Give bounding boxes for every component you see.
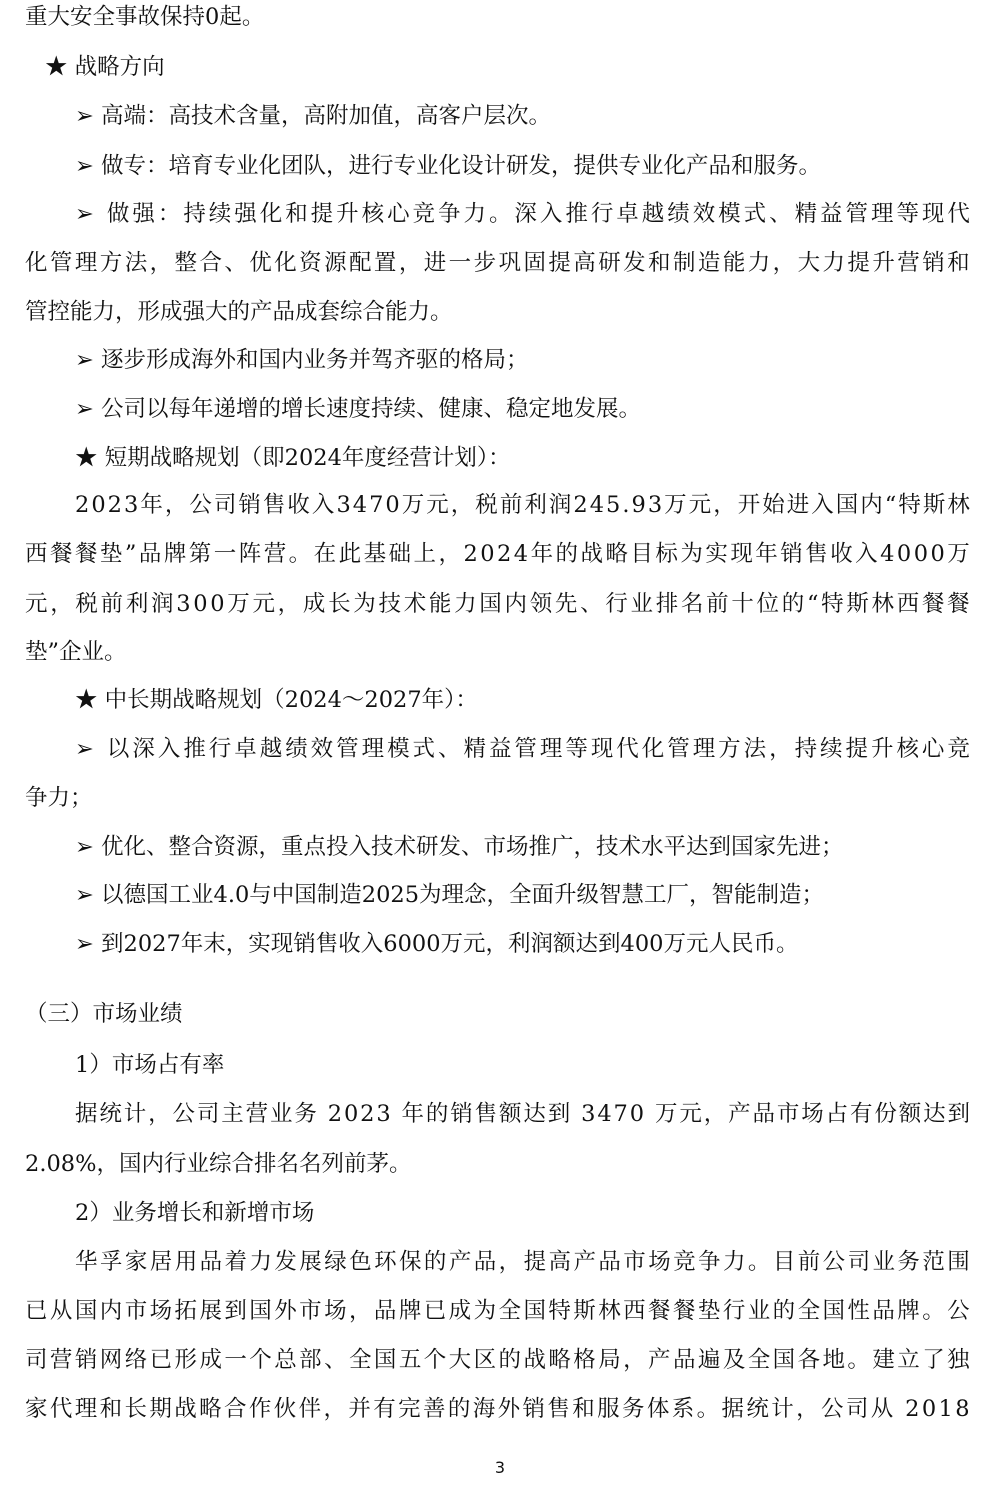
paragraph-line: 垫”企业。 bbox=[25, 639, 127, 665]
section-heading: （三）市场业绩 bbox=[25, 1001, 183, 1027]
paragraph-line: 华 孚 家 居 用 品 着 力 发 展 绿 色 环 保 的 产 品 ， 提 高 产 品 市 场 竞 争 力 。 目 前 公 司 业 务 范 围 bbox=[75, 1249, 970, 1275]
paragraph-line: 司 营 销 网 络 已 形 成 一 个 总 部 、 全 国 五 个 大 区 的 战 略 格 局 ， 产 品 遍 及 全 国 各 地 。 建 立 了 独 bbox=[25, 1347, 970, 1373]
paragraph-line: ➢ 逐步形成海外和国内业务并驾齐驱的格局； bbox=[75, 347, 529, 373]
paragraph-line: 家 代 理 和 长 期 战 略 合 作 伙 伴 ， 并 有 完 善 的 海 外 销 售 和 服 务 体 系 。 据 统 计 ， 公 司 从 2 0 1 8 bbox=[25, 1396, 970, 1422]
paragraph-line: ➢ 到2027年末，实现销售收入6000万元，利润额达到400万元人民币。 bbox=[75, 931, 799, 957]
paragraph-line: ➢ 公司以每年递增的增长速度持续、健康、稳定地发展。 bbox=[75, 396, 642, 422]
subheading: 2）业务增长和新增市场 bbox=[75, 1200, 315, 1226]
paragraph-line: 元 ， 税 前 利 润 3 0 0 万 元 ， 成 长 为 技 术 能 力 国 内 领 先 、 行 业 排 名 前 十 位 的 “ 特 斯 林 西 餐 餐 bbox=[25, 591, 970, 617]
heading-line: ★ 战略方向 bbox=[45, 54, 165, 80]
paragraph-line: ➢ 以德国工业4.0与中国制造2025为理念，全面升级智慧工厂，智能制造； bbox=[75, 882, 825, 908]
paragraph-line: 争力； bbox=[25, 785, 93, 811]
paragraph-line: 已 从 国 内 市 场 拓 展 到 国 外 市 场 ， 品 牌 已 成 为 全 国 特 斯 林 西 餐 餐 垫 行 业 的 全 国 性 品 牌 。 公 bbox=[25, 1298, 970, 1324]
paragraph-line: ➢ 优化、整合资源，重点投入技术研发、市场推广，技术水平达到国家先进； bbox=[75, 834, 844, 860]
heading-line: ★ 短期战略规划（即2024年度经营计划）： bbox=[75, 445, 511, 471]
page-number: 3 bbox=[494, 1458, 506, 1477]
paragraph-line: ➢ 以 深 入 推 行 卓 越 绩 效 管 理 模 式 、 精 益 管 理 等 现 代 化 管 理 方 法 ， 持 续 提 升 核 心 竞 bbox=[75, 736, 970, 762]
paragraph-line: 2.08%，国内行业综合排名名列前茅。 bbox=[25, 1151, 412, 1177]
heading-line: ★ 中长期战略规划（2024～2027年）： bbox=[75, 687, 478, 713]
paragraph-line: 2 0 2 3 年 ， 公 司 销 售 收 入 3 4 7 0 万 元 ， 税 前 利 润 2 4 5 . 9 3 万 元 ， 开 始 进 入 国 内 “ 特 斯 林 bbox=[75, 492, 970, 518]
paragraph-line: 据 统 计 ， 公 司 主 营 业 务 2 0 2 3 年 的 销 售 额 达 到 3 4 7 0 万 元 ， 产 品 市 场 占 有 份 额 达 到 bbox=[75, 1101, 970, 1127]
paragraph-line: 西 餐 餐 垫 ” 品 牌 第 一 阵 营 。 在 此 基 础 上 ， 2 0 2 4 年 的 战 略 目 标 为 实 现 年 销 售 收 入 4 0 0 0 万 bbox=[25, 541, 970, 567]
paragraph-line: ➢ 高端：高技术含量，高附加值，高客户层次。 bbox=[75, 103, 552, 129]
text-line: 重大安全事故保持0起。 bbox=[25, 4, 265, 30]
paragraph-line: ➢ 做专：培育专业化团队，进行专业化设计研发，提供专业化产品和服务。 bbox=[75, 153, 822, 179]
paragraph-line: 化 管 理 方 法 ， 整 合 、 优 化 资 源 配 置 ， 进 一 步 巩 固 提 高 研 发 和 制 造 能 力 ， 大 力 提 升 营 销 和 bbox=[25, 250, 970, 276]
paragraph-line: 管控能力，形成强大的产品成套综合能力。 bbox=[25, 299, 453, 325]
subheading: 1）市场占有率 bbox=[75, 1052, 225, 1078]
paragraph-line: ➢ 做 强 ： 持 续 强 化 和 提 升 核 心 竞 争 力 。 深 入 推 行 卓 越 绩 效 模 式 、 精 益 管 理 等 现 代 bbox=[75, 201, 970, 227]
